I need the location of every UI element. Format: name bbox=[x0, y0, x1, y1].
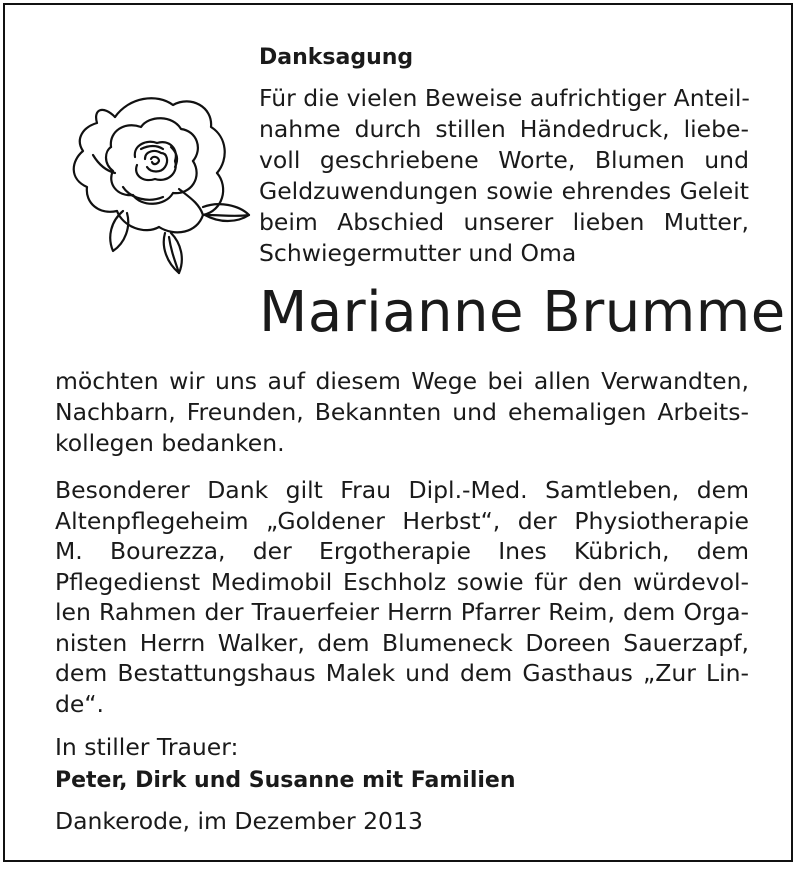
special-thanks-line: len Rahmen der Trauerfeier Herrn Pfarrer Reim, dem Orga- bbox=[55, 598, 749, 626]
thanks-line: möchten wir uns auf diesem Wege bei allen Verwandten, bbox=[55, 367, 749, 395]
rose-icon bbox=[53, 87, 253, 277]
thanks-line: Nachbarn, Freunden, Bekannten und ehemaligen Arbeits- bbox=[55, 398, 749, 426]
thanks-paragraph bbox=[55, 366, 749, 459]
intro-line: voll geschriebene Worte, Blumen und bbox=[259, 146, 749, 174]
special-thanks-line: Pflegedienst Medimobil Eschholz sowie für den würdevol- bbox=[55, 567, 749, 596]
special-thanks-paragraph bbox=[55, 475, 749, 719]
special-thanks-line: Altenpflegeheim „Goldener Herbst“, der Physiotherapie bbox=[55, 506, 749, 535]
place-date: Dankerode, im Dezember 2013 bbox=[55, 807, 423, 835]
deceased-name: Marianne Brumme bbox=[259, 280, 786, 345]
intro-line: beim Abschied unserer lieben Mutter, bbox=[259, 208, 749, 236]
intro-line: nahme durch stillen Händedruck, liebe- bbox=[259, 115, 749, 143]
thanks-line: kollegen bedanken. bbox=[55, 429, 285, 457]
obituary-notice bbox=[3, 3, 793, 862]
signers: Peter, Dirk und Susanne mit Familien bbox=[55, 768, 516, 793]
intro-line: Schwiegermutter und Oma bbox=[259, 239, 577, 267]
special-thanks-line: Besonderer Dank gilt Frau Dipl.-Med. Samtleben, dem bbox=[55, 476, 749, 504]
special-thanks-line: de“. bbox=[55, 689, 105, 718]
mourning-label: In stiller Trauer: bbox=[55, 733, 239, 761]
special-thanks-line: nisten Herrn Walker, dem Blumeneck Doreen Sauerzapf, bbox=[55, 628, 749, 657]
special-thanks-line: M. Bourezza, der Ergotherapie Ines Kübrich, dem bbox=[55, 537, 749, 565]
intro-line: Für die vielen Beweise aufrichtiger Anteil- bbox=[259, 84, 750, 112]
intro-text bbox=[259, 83, 749, 269]
special-thanks-line: dem Bestattungshaus Malek und dem Gasthaus „Zur Lin- bbox=[55, 659, 749, 687]
heading-danksagung: Danksagung bbox=[259, 45, 414, 70]
intro-line: Geldzuwendungen sowie ehrendes Geleit bbox=[259, 177, 749, 205]
